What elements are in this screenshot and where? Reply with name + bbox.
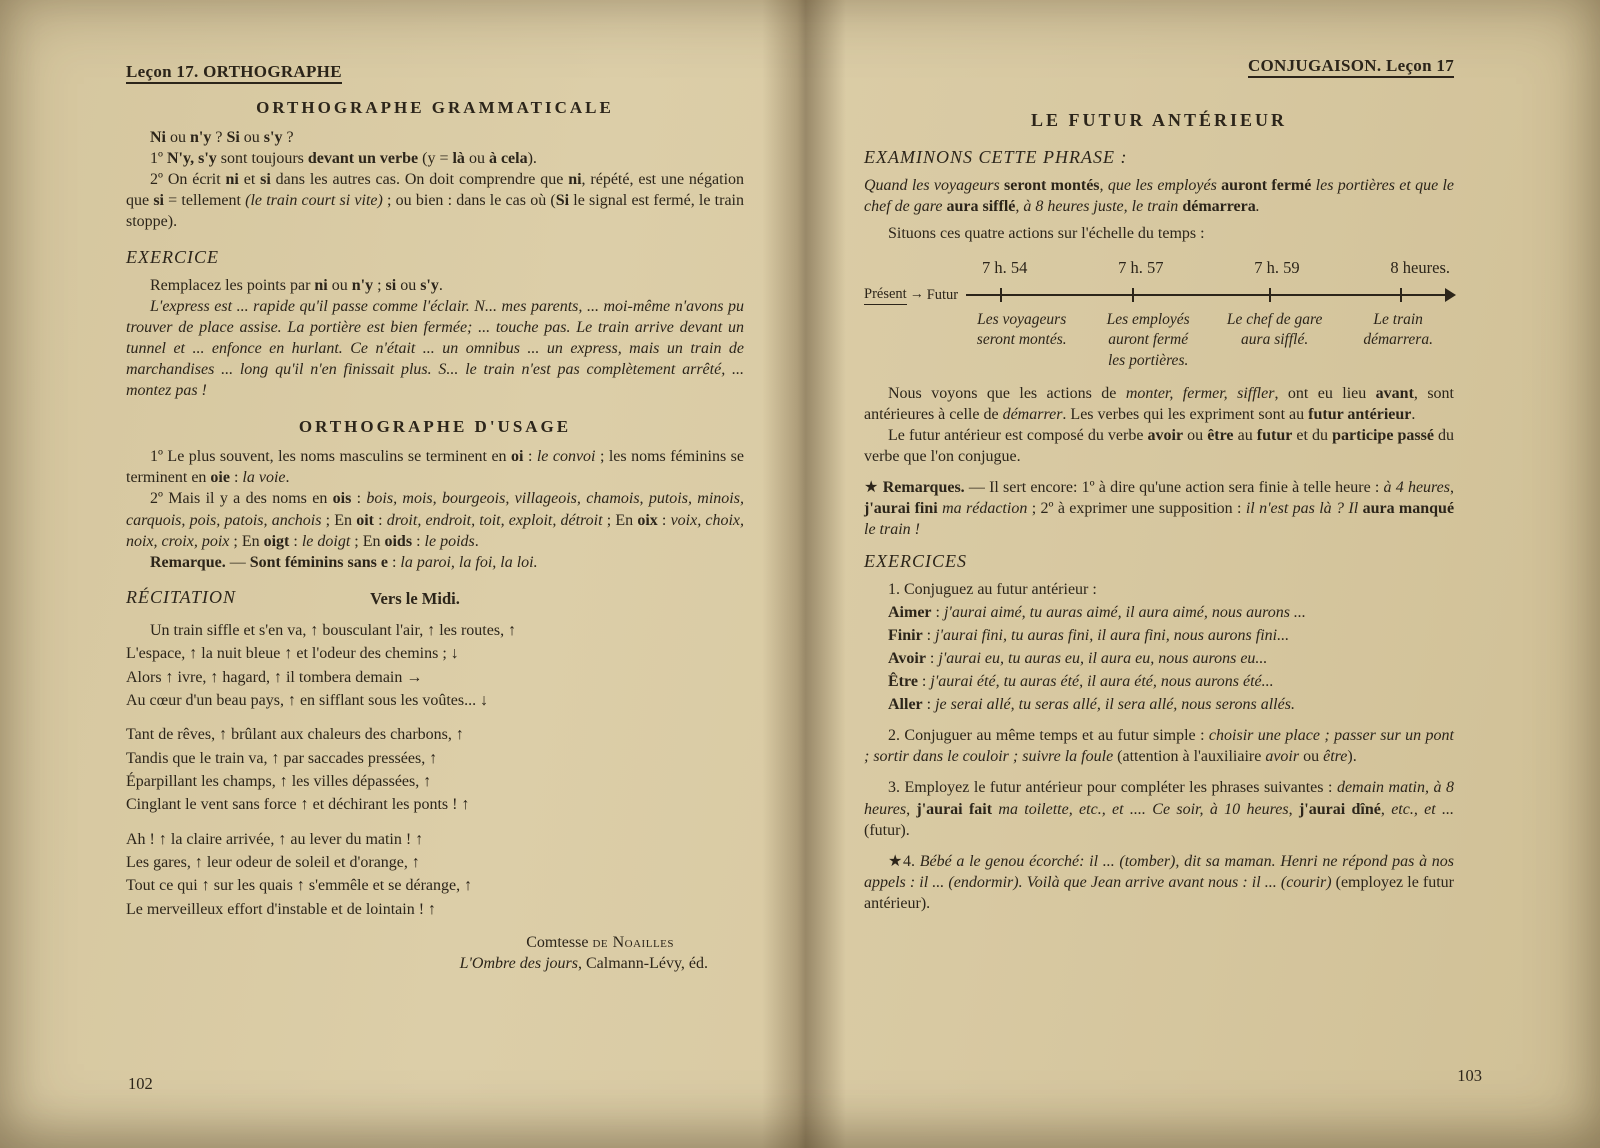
paragraph-example-phrase: Quand les voyageurs seront montés, que les employés auront fermé les portières et que le chef de gare aura sifflé, à 8 heures juste, le train démarrera. bbox=[864, 177, 1455, 216]
timeline-tick-3 bbox=[1269, 288, 1271, 302]
paragraph-remplacez: Remplacez les points par ni ou n'y ; si ou s'y. bbox=[150, 276, 443, 294]
heading-examinons: EXAMINONS CETTE PHRASE : bbox=[864, 147, 1128, 167]
paragraph-ni-ou-ny: Ni ou n'y ? Si ou s'y ? bbox=[150, 129, 294, 146]
poem-line: Éparpillant les champs, ↑ les villes dépassées, ↑ bbox=[126, 773, 432, 791]
timeline-tick-1 bbox=[1000, 288, 1002, 302]
poem-line: Un train siffle et s'en va, ↑ bousculant l'air, ↑ les routes, ↑ bbox=[150, 621, 517, 639]
exercise-1-aller: Aller : je serai allé, tu seras allé, il sera allé, nous serons allés. bbox=[888, 696, 1295, 714]
timeline-caption-3 bbox=[1213, 310, 1336, 370]
poem-line: Tandis que le train va, ↑ par saccades pressées, ↑ bbox=[126, 749, 438, 767]
right-running-head bbox=[864, 56, 1454, 76]
timeline-present-label: Présent bbox=[864, 286, 907, 305]
paragraph-usage-2: 2º Mais il y a des noms en ois : bois, mois, bourgeois, villageois, chamois, putois, minois, carquois, pois, patois, anchois ; En oit : droit, endroit, toit, exploit, détroit ; En oix : voix, choix, noix, croix, poix ; En oigt : le doigt ; En oids : le poids. bbox=[126, 490, 745, 550]
paragraph-remarque: Remarque. — Sont féminins sans e : la paroi, la foi, la loi. bbox=[150, 553, 538, 571]
timeline-time-2: 7 h. 57 bbox=[1118, 258, 1164, 278]
paragraph-remarques: ★ Remarques. — Il sert encore: 1º à dire qu'une action sera finie à telle heure : à 4 heures, j'aurai fini ma rédaction ; 2º à exprimer une supposition : il n'est pas là ? Il aura manqué le train ! bbox=[864, 479, 1455, 539]
poem-stanza-3 bbox=[126, 828, 744, 921]
poem-line: Tant de rêves, ↑ brûlant aux chaleurs des charbons, ↑ bbox=[126, 726, 464, 744]
timeline-tick-4 bbox=[1400, 288, 1402, 302]
exercise-1-avoir: Avoir : j'aurai eu, tu auras eu, il aura eu, nous aurons eu... bbox=[888, 649, 1268, 667]
poem-line: L'espace, ↑ la nuit bleue ↑ et l'odeur des chemins ; ↓ bbox=[126, 645, 459, 663]
caption-line: seront montés. bbox=[976, 331, 1067, 349]
section-title-orthographe-grammaticale: ORTHOGRAPHE GRAMMATICALE bbox=[256, 98, 614, 117]
timeline-tick-2 bbox=[1132, 288, 1134, 302]
section-title-futur-anterieur: LE FUTUR ANTÉRIEUR bbox=[1030, 110, 1288, 130]
caption-line: les portières. bbox=[1107, 351, 1189, 369]
paragraph-situons: Situons ces quatre actions sur l'échelle du temps : bbox=[888, 225, 1205, 243]
right-arrow-icon: → bbox=[909, 287, 924, 303]
exercise-2: 2. Conjuguer au même temps et au futur simple : choisir une place ; passer sur un pont ; sortir dans le couloir ; suivre la foule (attention à l'auxiliaire avoir ou être). bbox=[864, 727, 1454, 766]
left-running-head-text: Leçon 17. ORTHOGRAPHE bbox=[126, 62, 342, 84]
timeline-line bbox=[966, 294, 1454, 296]
caption-line: démarrera. bbox=[1363, 331, 1433, 349]
exercise-1-aimer: Aimer : j'aurai aimé, tu auras aimé, il aura aimé, nous aurons ... bbox=[888, 603, 1306, 621]
timeline-arrowhead-icon bbox=[1445, 288, 1456, 302]
left-running-head bbox=[126, 62, 744, 82]
page-number-right: 103 bbox=[1457, 1066, 1482, 1085]
caption-line: auront fermé bbox=[1108, 331, 1189, 349]
right-running-head-text: CONJUGAISON. Leçon 17 bbox=[1248, 56, 1454, 78]
timeline-captions bbox=[864, 310, 1454, 370]
paragraph-compose: Le futur antérieur est composé du verbe avoir ou être au futur et du participe passé du verbe que l'on conjugue. bbox=[864, 426, 1455, 466]
timeline-futur-label: Futur bbox=[926, 286, 959, 303]
paragraph-rule-2: 2º On écrit ni et si dans les autres cas. On doit comprendre que ni, répété, est une négation que si = tellement (le train court si vite) ; ou bien : dans le cas où (Si le signal est fermé, le train stoppe). bbox=[126, 171, 745, 231]
caption-line: Les voyageurs bbox=[977, 311, 1067, 329]
section-title-orthographe-usage: ORTHOGRAPHE D'USAGE bbox=[298, 417, 572, 437]
heading-recitation: RÉCITATION bbox=[126, 586, 237, 607]
exercise-1-intro: 1. Conjuguez au futur antérieur : bbox=[888, 580, 1097, 598]
paragraph-usage-1: 1º Le plus souvent, les noms masculins se terminent en oi : le convoi ; les noms féminins se terminent en oie : la voie. bbox=[126, 448, 744, 487]
heading-exercice: EXERCICE bbox=[126, 246, 219, 267]
poem-line: Les gares, ↑ leur odeur de soleil et d'orange, ↑ bbox=[126, 854, 420, 872]
caption-line: Les employés bbox=[1106, 311, 1190, 329]
poem-author: Comtesse de Noailles bbox=[526, 934, 674, 952]
poem-line: Le merveilleux effort d'instable et de lointain ! ↑ bbox=[126, 900, 437, 918]
caption-line: Le chef de gare bbox=[1226, 311, 1323, 329]
timeline-caption-2 bbox=[1089, 310, 1207, 370]
exercise-3: 3. Employez le futur antérieur pour compléter les phrases suivantes : demain matin, à 8 heures, j'aurai fait ma toilette, etc., et .... Ce soir, à 10 heures, j'aurai dîné, etc., et ... (futur). bbox=[864, 779, 1455, 839]
paragraph-nous-voyons: Nous voyons que les actions de monter, fermer, siffler, ont eu lieu avant, sont antérieures à celle de démarrer. Les verbes qui les expriment sont au futur antérieur. bbox=[864, 384, 1454, 423]
poem-line: Tout ce qui ↑ sur les quais ↑ s'emmêle et se dérange, ↑ bbox=[126, 877, 473, 895]
exercise-1-etre: Être : j'aurai été, tu auras été, il aura été, nous aurons été... bbox=[888, 672, 1274, 690]
timeline-times-row bbox=[864, 258, 1454, 278]
poem-stanza-1 bbox=[126, 619, 744, 712]
timeline-caption-1 bbox=[960, 310, 1083, 370]
poem-line: Alors ↑ ivre, ↑ hagard, ↑ il tombera demain → bbox=[126, 668, 423, 686]
heading-recitation-row bbox=[126, 587, 744, 611]
timeline-time-1: 7 h. 54 bbox=[982, 258, 1028, 278]
poem-line: Ah ! ↑ la claire arrivée, ↑ au lever du matin ! ↑ bbox=[126, 830, 424, 848]
caption-line: Le train bbox=[1373, 311, 1423, 329]
heading-exercices: EXERCICES bbox=[864, 550, 967, 571]
poem-line: Au cœur d'un beau pays, ↑ en sifflant sous les voûtes... ↓ bbox=[126, 691, 489, 709]
poem-stanza-2 bbox=[126, 723, 744, 816]
caption-line: aura sifflé. bbox=[1241, 331, 1309, 349]
timeline-diagram bbox=[864, 258, 1454, 370]
right-page bbox=[800, 0, 1600, 1148]
poem-title: Vers le Midi. bbox=[370, 588, 460, 608]
paragraph-exercise-text: L'express est ... rapide qu'il passe comme l'éclair. N... mes parents, ... moi-même n'avons pu trouver de place assise. La portière est bien fermée; ... touche pas. Le train arrive devant un tunnel et ... enfonce en hurlant. Ce n'était ... un omnibus ... un express, mais un train de marchandises ... long qu'il n'en finissait plus. S... le train n'est pas complètement arrêté, ... montez pas ! bbox=[126, 297, 744, 400]
poem-source: L'Ombre des jours, Calmann-Lévy, éd. bbox=[459, 955, 708, 973]
poem-line: Cinglant le vent sans force ↑ et déchirant les ponts ! ↑ bbox=[126, 796, 470, 814]
timeline-axis bbox=[864, 286, 1454, 304]
paragraph-rule-1: 1º N'y, s'y sont toujours devant un verbe (y = là ou à cela). bbox=[150, 150, 537, 168]
timeline-caption-4 bbox=[1342, 310, 1454, 370]
page-number-left: 102 bbox=[128, 1074, 153, 1093]
timeline-time-4: 8 heures. bbox=[1390, 258, 1450, 278]
exercise-4: ★4. Bébé a le genou écorché: il ... (tomber), dit sa maman. Henri ne répond pas à nos appels : il ... (endormir). Voilà que Jean arrive avant nous : il ... (courir) (employez le futur antérieur). bbox=[864, 852, 1454, 912]
timeline-time-3: 7 h. 59 bbox=[1254, 258, 1300, 278]
exercise-1-finir: Finir : j'aurai fini, tu auras fini, il aura fini, nous aurons fini... bbox=[888, 626, 1290, 644]
